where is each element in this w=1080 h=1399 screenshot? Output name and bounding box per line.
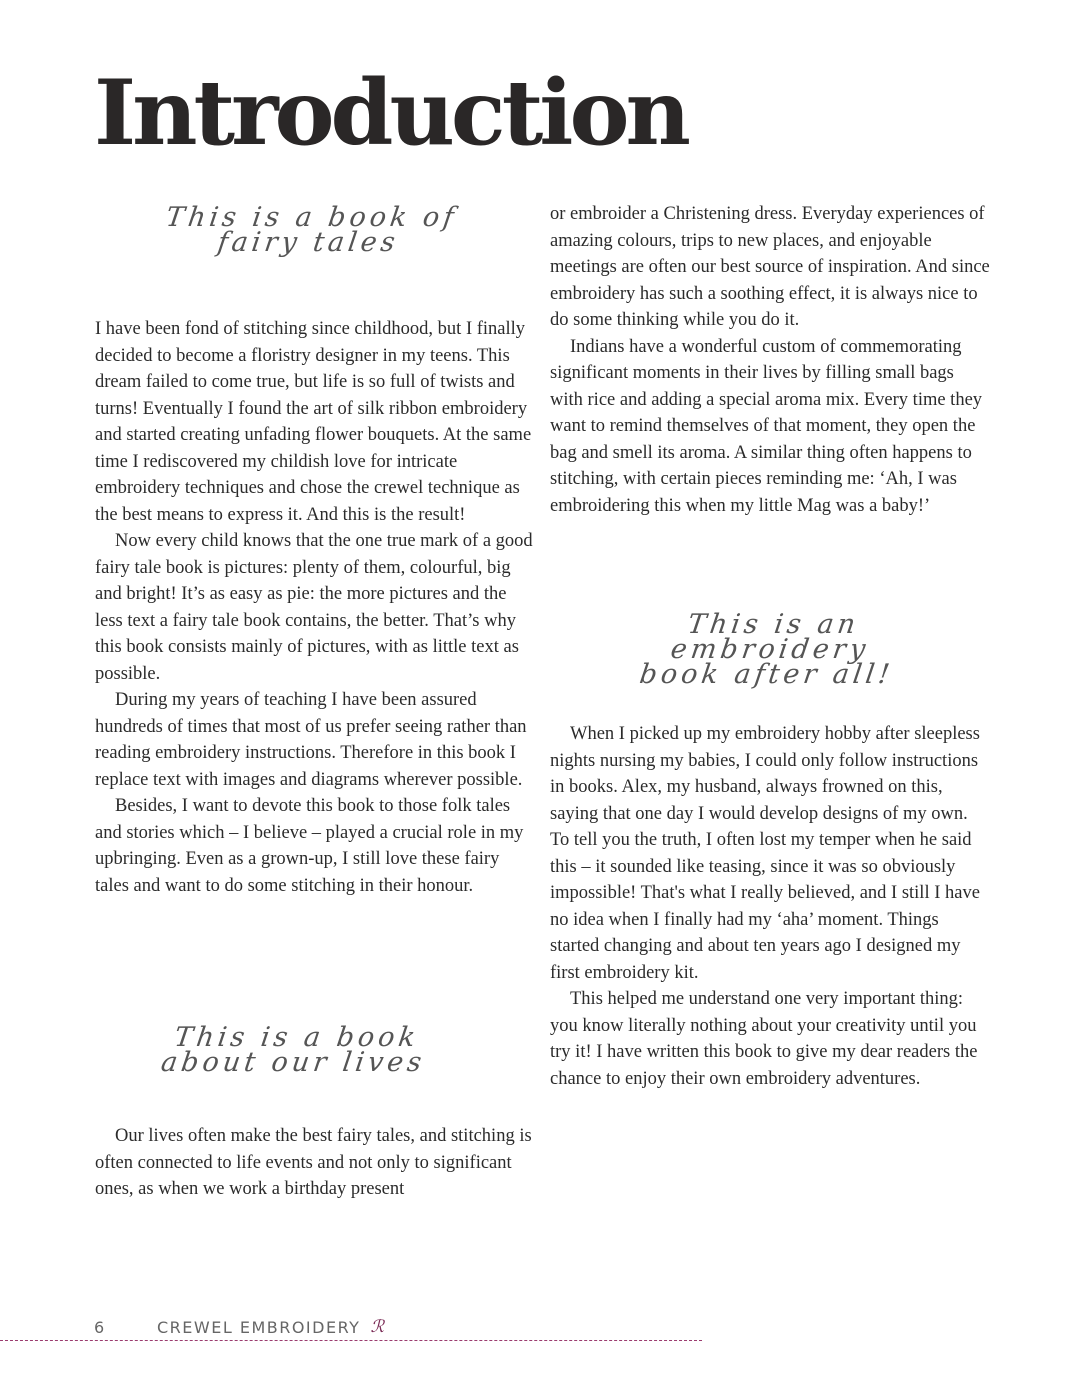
script-quote-line: book after all! bbox=[637, 659, 896, 690]
paragraph: During my years of teaching I have been assured hundreds of times that most of us prefer seeing rather than reading embroidery instructions. Therefore in this book I replace text with images and diagrams wherever possible. bbox=[95, 690, 527, 790]
book-title: CREWEL EMBROIDERY bbox=[157, 1317, 361, 1337]
right-column-bottom-text bbox=[550, 721, 990, 1092]
page-footer bbox=[94, 1317, 386, 1337]
script-quote-embroidery-book bbox=[575, 609, 966, 690]
paragraph: Indians have a wonderful custom of commemorating significant moments in their lives by filling small bags with rice and adding a special aroma mix. Every time they want to remind themselves of that moment, they open the bag and smell its aroma. A similar thing often happens to stitching, with certain pieces reminding me: ‘Ah, I was embroidering this when my little Mag was a baby!’ bbox=[550, 336, 983, 516]
page-number: 6 bbox=[94, 1317, 106, 1337]
right-column-top-text bbox=[550, 201, 990, 519]
script-quote-line: fairy tales bbox=[215, 227, 401, 258]
script-quote-fairy-tales bbox=[146, 202, 473, 258]
left-column-bottom-text bbox=[95, 1123, 535, 1203]
paragraph: or embroider a Christening dress. Everyday experiences of amazing colours, trips to new places, and enjoyable meetings are often our best source of inspiration. And since embroidery has such a soothing effect, it is always nice to do some thinking while you do it. bbox=[550, 204, 990, 330]
paragraph: When I picked up my embroidery hobby after sleepless nights nursing my babies, I could only follow instructions in books. Alex, my husband, always frowned on this, saying that one day I would develop designs of my own. To tell you the truth, I often lost my temper when he said this – it sounded like teasing, since it was so obviously impossible! That's what I really believed, and I still I have no idea when I finally had my ‘aha’ moment. Things started changing and about ten years ago I designed my first embroidery kit. bbox=[550, 724, 980, 983]
paragraph: Now every child knows that the one true mark of a good fairy tale book is pictures: plenty of them, colourful, big and bright! It’s as easy as pie: the more pictures and the less text a fairy tale book contains, the better. That’s why this book consists mainly of pictures, with as little text as possible. bbox=[95, 531, 533, 684]
left-column-text bbox=[95, 316, 535, 899]
script-quote-line: This is an embroidery bbox=[668, 609, 872, 665]
footer-dashed-divider bbox=[0, 1340, 702, 1341]
paragraph: This helped me understand one very important thing: you know literally nothing about your creativity until you try it! I have written this book to give my dear readers the chance to enjoy their own embroidery adventures. bbox=[550, 989, 978, 1089]
script-quote-line: about our lives bbox=[159, 1047, 428, 1078]
script-quote-line: This is a book bbox=[172, 1022, 422, 1053]
paragraph: I have been fond of stitching since childhood, but I finally decided to become a floristry designer in my teens. This dream failed to come true, but life is so full of twists and turns! Eventually I found the art of silk ribbon embroidery and started creating unfading flower bouquets. At the same time I rediscovered my childish love for intricate embroidery techniques and chose the crewel technique as the best means to express it. And this is the result! bbox=[95, 319, 532, 525]
script-quote-line: This is a book of bbox=[163, 202, 460, 233]
paragraph: Besides, I want to devote this book to those folk tales and stories which – I believe – played a crucial role in my upbringing. Even as a grown-up, I still love these fairy tales and want to do some stitching in their honour. bbox=[95, 796, 524, 896]
monogram-icon: ℛ bbox=[370, 1317, 386, 1337]
page-title: Introduction bbox=[94, 60, 687, 166]
script-quote-our-lives bbox=[126, 1022, 463, 1078]
paragraph: Our lives often make the best fairy tales, and stitching is often connected to life events and not only to significant ones, as when we work a birthday present bbox=[95, 1126, 532, 1199]
